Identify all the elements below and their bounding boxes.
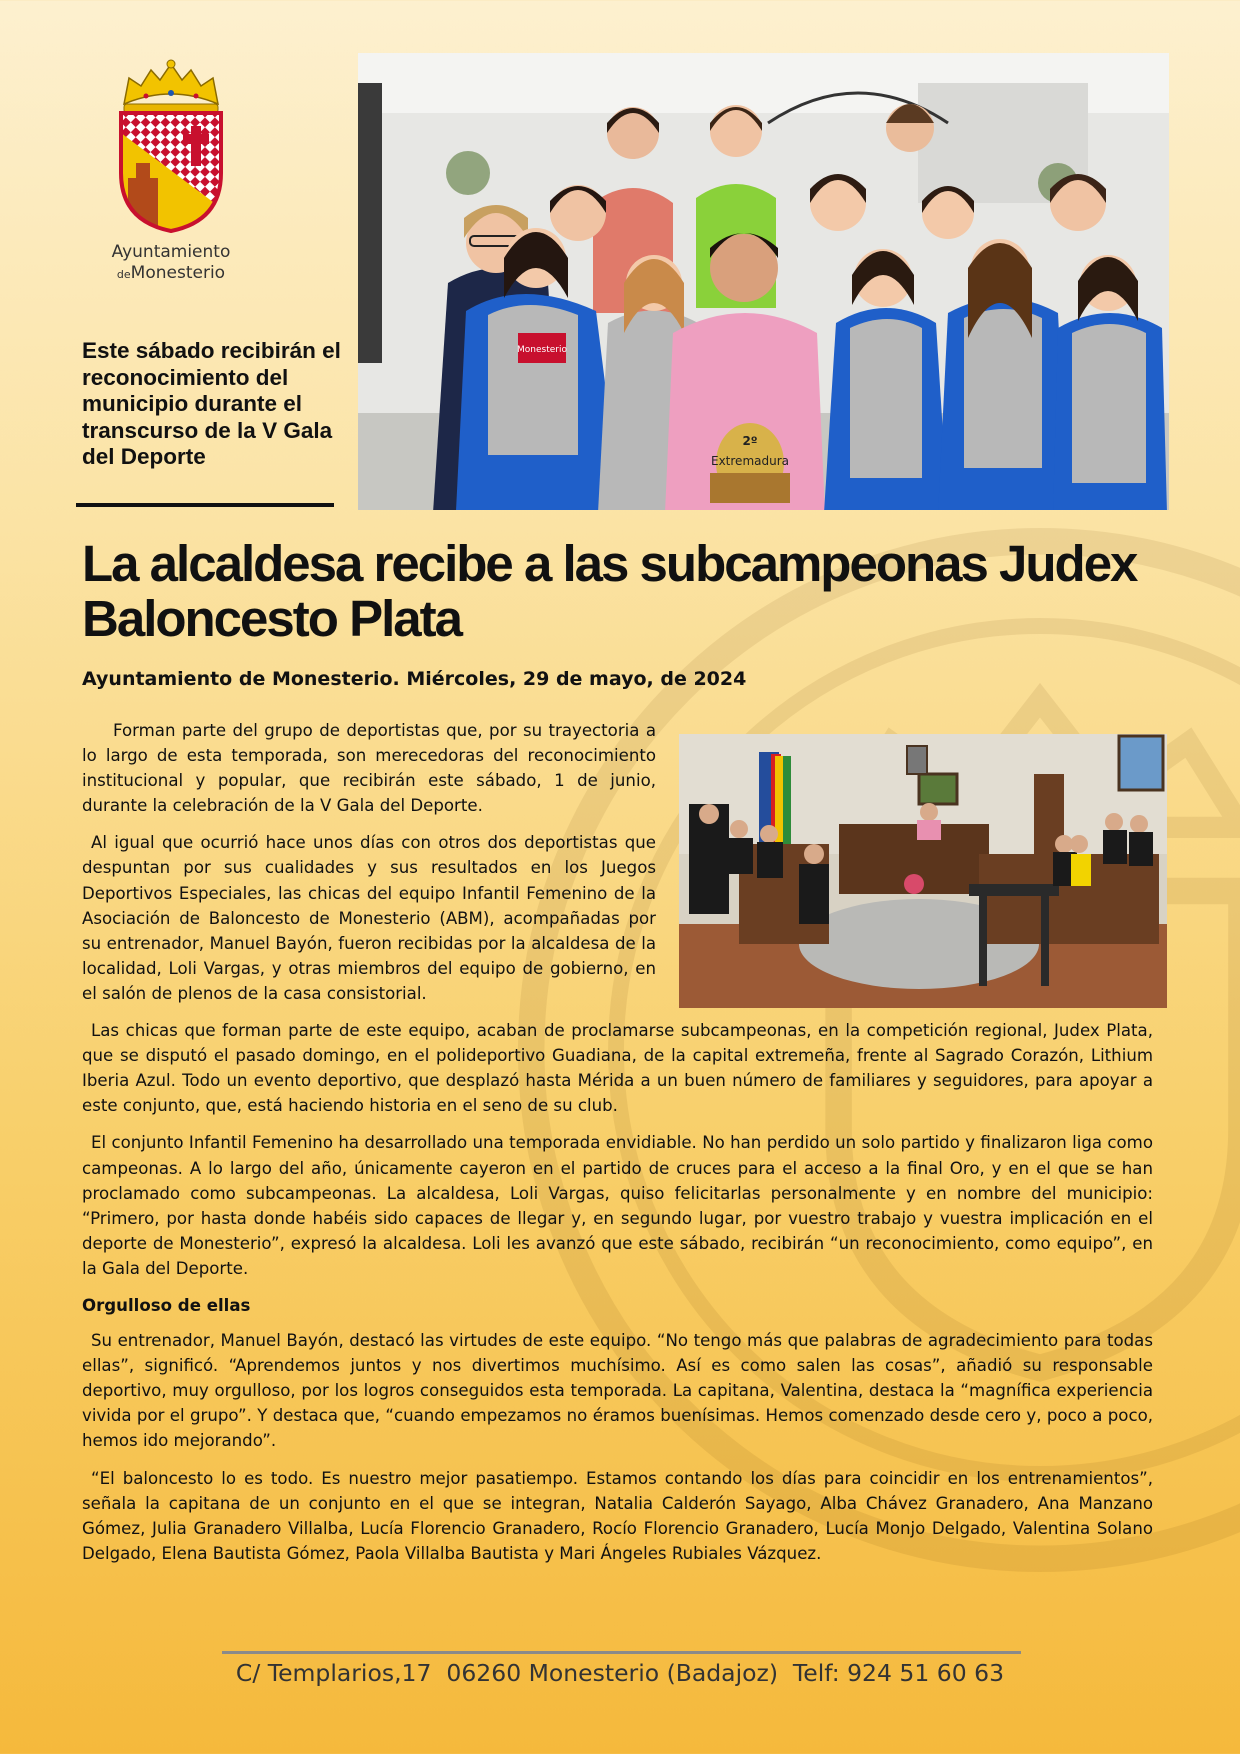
paragraph-1: Forman parte del grupo de deportistas que, por su trayectoria a lo largo de esta temporada, son merecedoras del reconocimiento institucional y popular, que recibirán este sábado, 1 de junio, durante la celebración de la V Gala del Deporte.	[82, 721, 656, 816]
ayuntamiento-logo	[96, 58, 246, 285]
subtitle-divider	[76, 503, 334, 507]
team-photo	[358, 53, 1169, 510]
paragraph-6: “El baloncesto lo es todo. Es nuestro mejor pasatiempo. Estamos contando los días para coincidir en los entrenamientos”, señala la capitana de un conjunto en el que se integran, Natalia Calderón Sayago, Alba Chávez Granadero, Ana Manzano Gómez, Julia Granadero Villalba, Lucía Florencio Granadero, Rocío Florencio Granadero, Lucía Monjo Delgado, Valentina Solano Delgado, Elena Bautista Gómez, Paola Villalba Bautista y Mari Ángeles Rubiales Vázquez.	[82, 1468, 1153, 1563]
paragraph-2: Al igual que ocurrió hace unos días con otros dos deportistas que despuntan por sus cualidades y sus resultados en los Juegos Deportivos Especiales, las chicas del equipo Infantil Femenino de la Asociación de Baloncesto de Monesterio (ABM), acompañadas por su entrenador, Manuel Bayón, fueron recibidas por la alcaldesa de la localidad, Loli Vargas, y otras miembros del equipo de gobierno, en el salón de plenos de la casa consistorial.	[82, 833, 656, 1003]
paragraph-3: Las chicas que forman parte de este equipo, acaban de proclamarse subcampeonas, en la competición regional, Judex Plata, que se disputó el pasado domingo, en el polideportivo Guadiana, de la capital extremeña, frente al Sagrado Corazón, Lithium Iberia Azul. Todo un evento deportivo, que desplazó hasta Mérida a un buen número de familiares y seguidores, para apoyar a este conjunto, que, está haciendo historia en el seno de su club.	[82, 1021, 1153, 1116]
logo-name: Ayuntamiento deMonesterio	[111, 242, 231, 283]
headline: La alcaldesa recibe a las subcampeonas Judex Baloncesto Plata	[82, 535, 1137, 647]
paragraph-4: El conjunto Infantil Femenino ha desarrollado una temporada envidiable. No han perdido un solo partido y finalizaron liga como campeonas. A lo largo del año, únicamente cayeron en el partido de cruces para el acceso a la final Oro, y en el que se han proclamado como subcampeonas. La alcaldesa, Loli Vargas, quiso felicitarlas personalmente y en nombre del municipio: “Primero, por hasta donde habéis sido capaces de llegar y, en segundo lugar, por vuestro trabajo y vuestra implicación en el deporte de Monesterio”, expresó la alcaldesa. Loli les avanzó que este sábado, recibirán “un reconocimiento, como equipo”, en la Gala del Deporte.	[82, 1133, 1153, 1278]
subtitle: Este sábado recibirán el reconocimiento del municipio durante el transcurso de la V Gala del Deporte	[82, 338, 341, 469]
svg-text:2º: 2º	[742, 434, 758, 448]
footer-address: C/ Templarios,17 06260 Monesterio (Badajoz) Telf: 924 51 60 63	[235, 1659, 1005, 1687]
paragraph-5: Su entrenador, Manuel Bayón, destacó las virtudes de este equipo. “No tengo más que palabras de agradecimiento para todas ellas”, significó. “Aprendemos juntos y nos divertimos muchísimo. Así es como salen las cosas”, añadió su responsable deportivo, muy orgulloso, por los logros conseguidos esta temporada. La capitana, Valentina, destaca la “magnífica experiencia vivida por el grupo”. Y destaca que, “cuando empezamos no éramos buenísimas. Hemos comenzado desde cero y, poco a poco, hemos ido mejorando”.	[82, 1331, 1153, 1451]
section-heading: Orgulloso de ellas	[82, 1295, 251, 1315]
photo-float-spacer	[656, 718, 1153, 1018]
byline: Ayuntamiento de Monesterio. Miércoles, 29 de mayo, de 2024	[82, 668, 747, 690]
svg-text:Extremadura: Extremadura	[711, 454, 789, 468]
coat-of-arms-icon	[106, 58, 236, 238]
svg-text:Monesterio: Monesterio	[517, 345, 567, 355]
footer-divider	[222, 1651, 1021, 1654]
article-body	[82, 718, 1153, 1578]
